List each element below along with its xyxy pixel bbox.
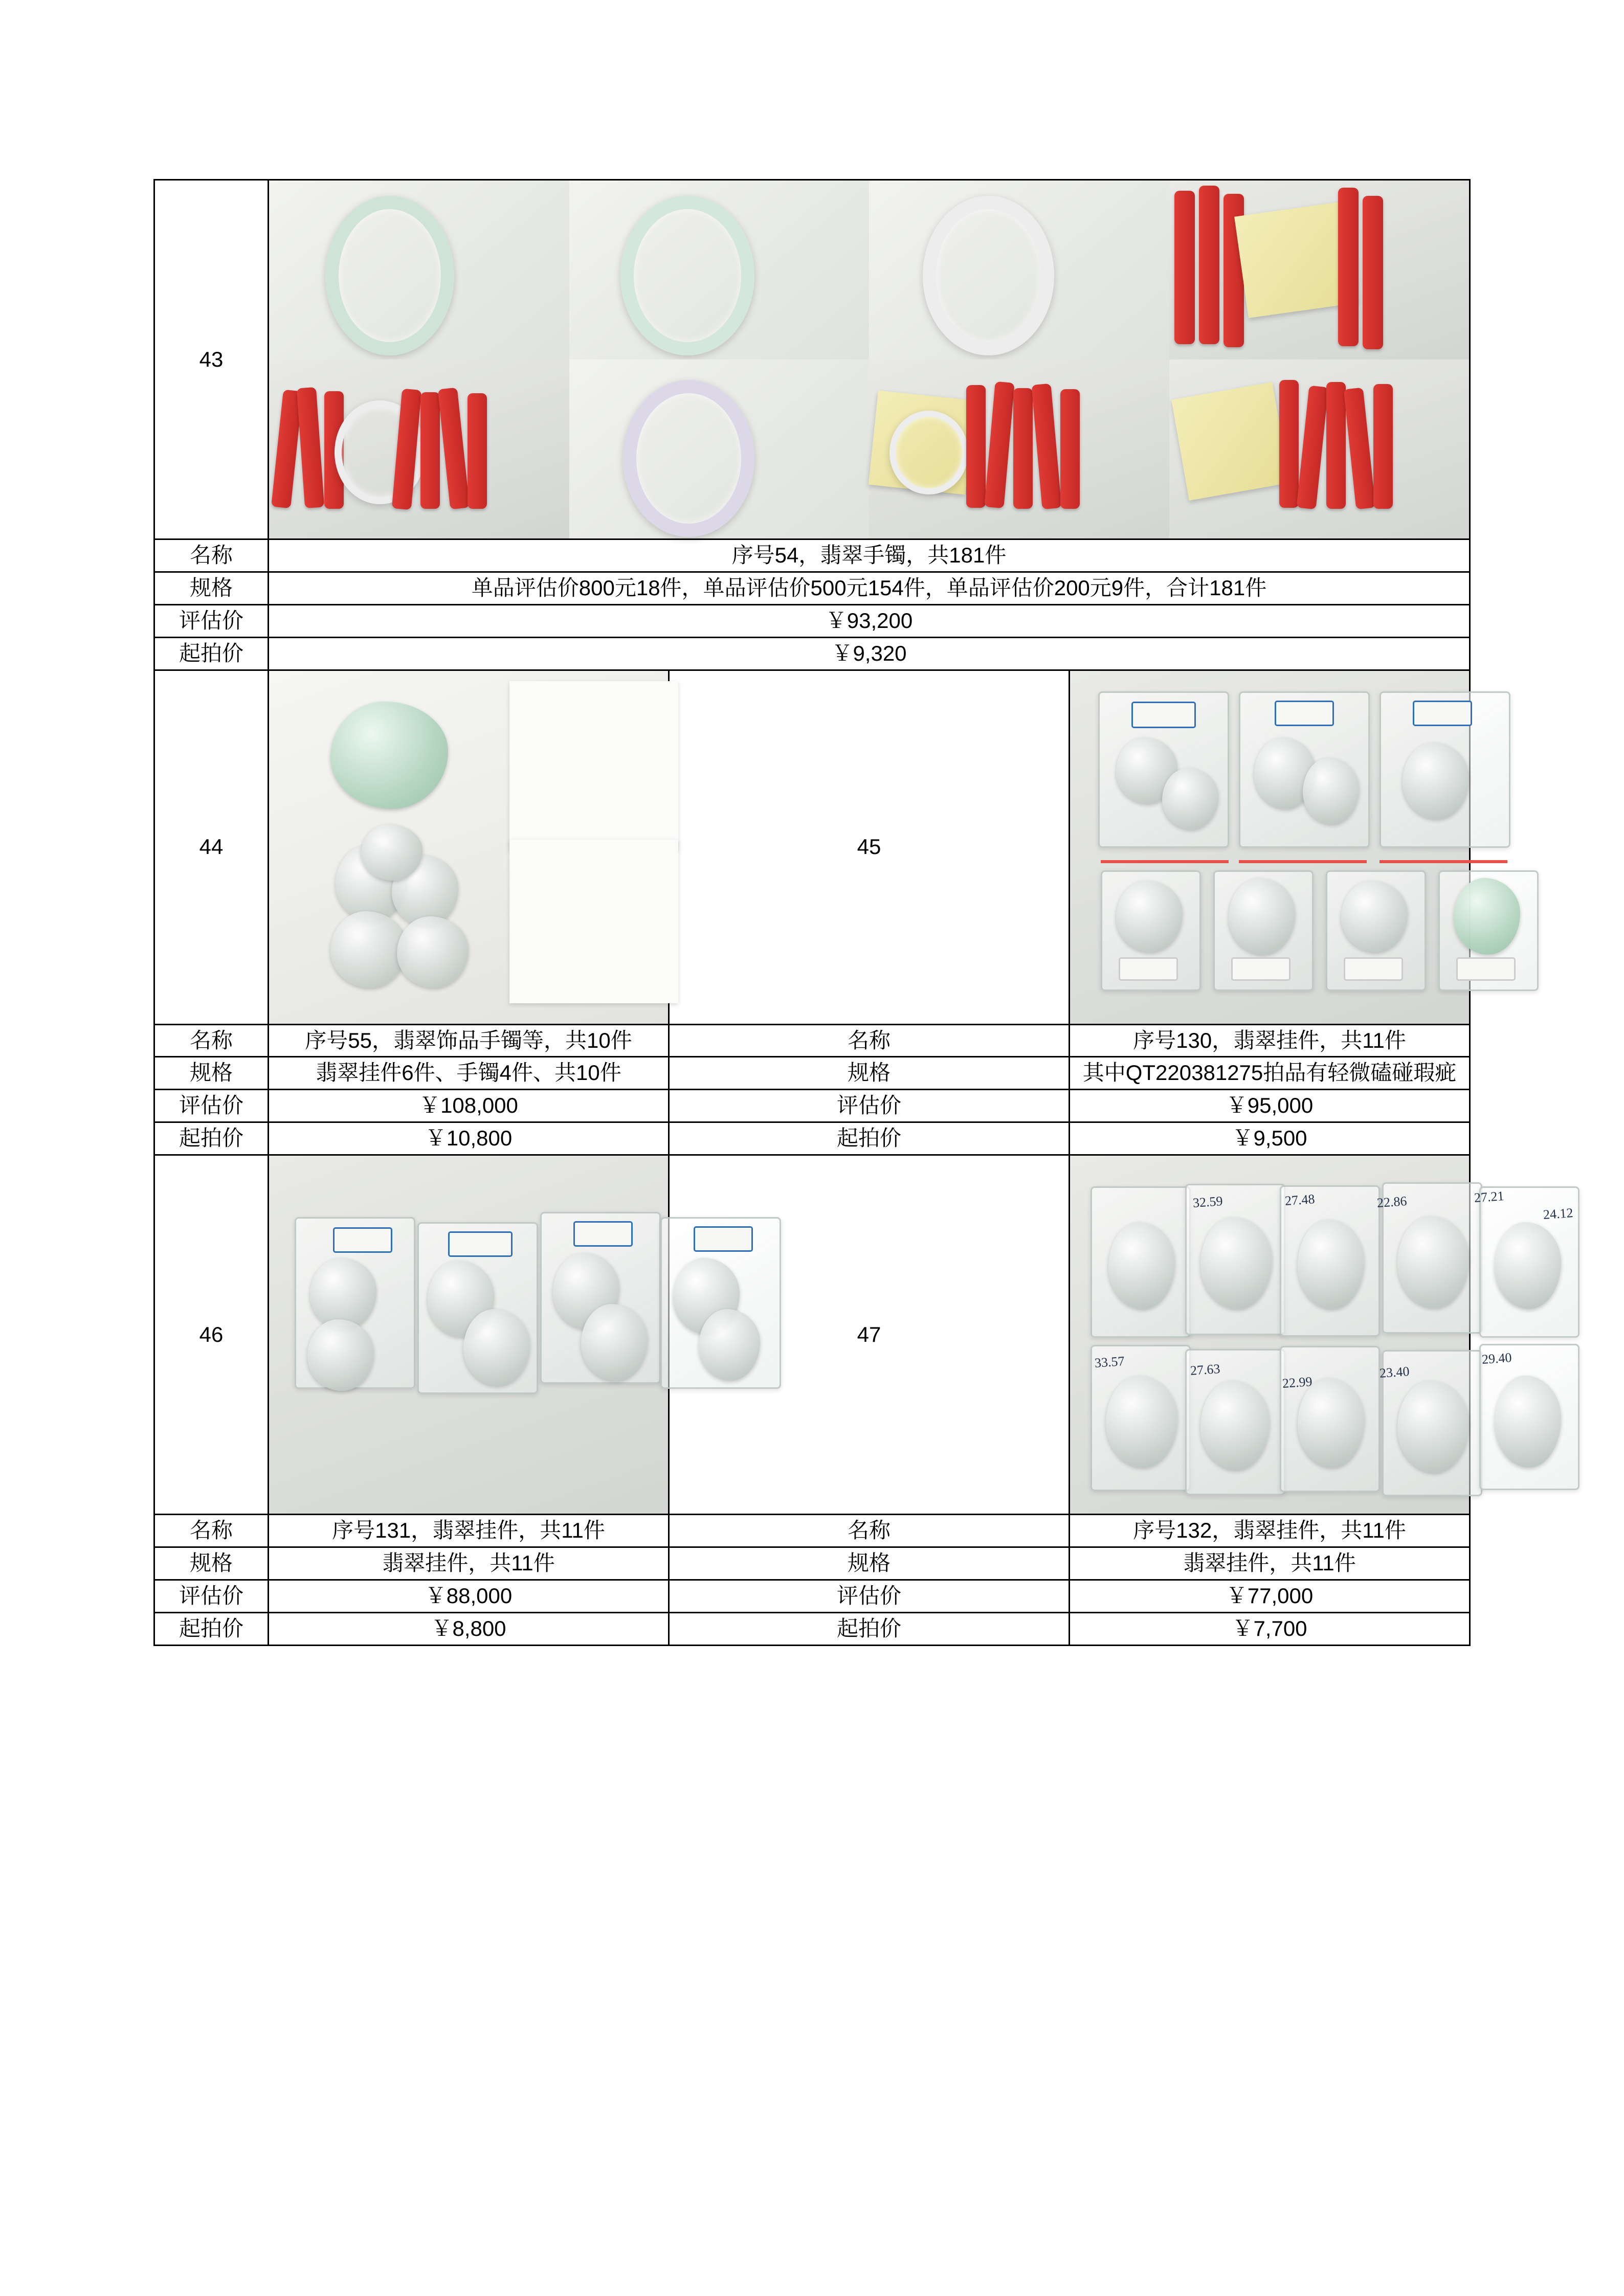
table-row [154, 1057, 1470, 1090]
weight-annotation: 33.57 [1094, 1354, 1125, 1371]
row-label-spec-46: 规格 [154, 1547, 269, 1580]
photo-bangle-1 [269, 181, 569, 359]
lot-name-45: 序号130，翡翠挂件，共11件 [1070, 1024, 1470, 1057]
table-row [154, 1612, 1470, 1645]
photo-bangle-3 [869, 181, 1169, 359]
photo-red-bundle-3 [869, 359, 1169, 538]
table-row [154, 572, 1470, 604]
row-label-name-47: 名称 [669, 1515, 1070, 1547]
lot-appraisal-45: ￥95,000 [1070, 1090, 1470, 1122]
row-label-name-43: 名称 [154, 539, 269, 572]
row-label-spec-47: 规格 [669, 1547, 1070, 1580]
lot-index-47: 47 [669, 1155, 1070, 1515]
lot-photo-43 [269, 180, 1470, 539]
lot-spec-45: 其中QT220381275拍品有轻微磕碰瑕疵 [1070, 1057, 1470, 1090]
row-label-start-43: 起拍价 [154, 637, 269, 670]
row-label-start-46: 起拍价 [154, 1612, 269, 1645]
lot-photo-47 [1070, 1155, 1574, 1515]
row-label-name-46: 名称 [154, 1515, 269, 1547]
row-label-appraisal-44: 评估价 [154, 1090, 269, 1122]
row-label-appraisal-46: 评估价 [154, 1580, 269, 1612]
lot-spec-43: 单品评估价800元18件，单品评估价500元154件，单品评估价200元9件，合计181件 [269, 572, 1470, 604]
photo-red-bundle-2 [269, 359, 569, 538]
photo-jade-bags-46 [269, 1156, 668, 1514]
lot-start-44: ￥10,800 [269, 1122, 669, 1155]
lot-appraisal-43: ￥93,200 [269, 604, 1470, 637]
lot-index-45: 45 [669, 670, 1070, 1024]
photo-bangle-4 [569, 359, 870, 538]
lot-photo-46 [269, 1155, 669, 1515]
weight-annotation: 24.12 [1543, 1205, 1574, 1223]
lot-start-45: ￥9,500 [1070, 1122, 1470, 1155]
table-row [154, 1580, 1470, 1612]
weight-annotation: 23.40 [1379, 1364, 1410, 1381]
table-row [154, 1547, 1470, 1580]
row-label-appraisal-47: 评估价 [669, 1580, 1070, 1612]
table-row [154, 637, 1470, 670]
lot-spec-46: 翡翠挂件，共11件 [269, 1547, 669, 1580]
lot-appraisal-44: ￥108,000 [269, 1090, 669, 1122]
table-row [154, 1515, 1470, 1547]
lot-index-43: 43 [154, 180, 269, 539]
lot-appraisal-46: ￥88,000 [269, 1580, 669, 1612]
row-label-spec-44: 规格 [154, 1057, 269, 1090]
row-label-start-44: 起拍价 [154, 1122, 269, 1155]
photo-red-bundle-1 [1169, 181, 1470, 359]
lot-table [153, 179, 1574, 1646]
table-row [154, 604, 1470, 637]
lot-spec-47: 翡翠挂件，共11件 [1070, 1547, 1470, 1580]
row-label-appraisal-45: 评估价 [669, 1090, 1070, 1122]
table-row [154, 180, 1470, 539]
table-row [154, 1122, 1470, 1155]
row-label-appraisal-43: 评估价 [154, 604, 269, 637]
photo-red-bundle-4 [1169, 359, 1470, 538]
table-row [154, 1090, 1470, 1122]
row-label-name-44: 名称 [154, 1024, 269, 1057]
table-row [154, 1155, 1470, 1515]
photo-bangle-2 [569, 181, 870, 359]
weight-annotation: 27.48 [1284, 1191, 1316, 1209]
lot-index-44: 44 [154, 670, 269, 1024]
lot-name-47: 序号132，翡翠挂件，共11件 [1070, 1515, 1470, 1547]
weight-annotation: 27.63 [1190, 1361, 1221, 1379]
row-label-name-45: 名称 [669, 1024, 1070, 1057]
lot-name-43: 序号54，翡翠手镯，共181件 [269, 539, 1470, 572]
lot-index-46: 46 [154, 1155, 269, 1515]
lot-start-43: ￥9,320 [269, 637, 1470, 670]
lot-start-47: ￥7,700 [1070, 1612, 1470, 1645]
weight-annotation: 29.40 [1481, 1350, 1512, 1367]
weight-annotation: 22.99 [1282, 1374, 1313, 1391]
photo-jade-bags-47 [1070, 1156, 1574, 1514]
row-label-spec-43: 规格 [154, 572, 269, 604]
lot-start-46: ￥8,800 [269, 1612, 669, 1645]
lot-photo-44 [269, 670, 669, 1024]
photo-jade-bags-45 [1070, 671, 1469, 1024]
row-label-start-47: 起拍价 [669, 1612, 1070, 1645]
row-label-start-45: 起拍价 [669, 1122, 1070, 1155]
lot-spec-44: 翡翠挂件6件、手镯4件、共10件 [269, 1057, 669, 1090]
lot-name-46: 序号131，翡翠挂件，共11件 [269, 1515, 669, 1547]
weight-annotation: 27.21 [1474, 1188, 1505, 1206]
lot-name-44: 序号55，翡翠饰品手镯等，共10件 [269, 1024, 669, 1057]
table-row [154, 670, 1470, 1024]
lot-photo-45 [1070, 670, 1470, 1024]
table-row [154, 1024, 1470, 1057]
weight-annotation: 22.86 [1376, 1194, 1408, 1211]
weight-annotation: 32.59 [1192, 1194, 1223, 1211]
table-row [154, 539, 1470, 572]
photo-jade-set-44 [269, 671, 668, 1024]
row-label-spec-45: 规格 [669, 1057, 1070, 1090]
lot-appraisal-47: ￥77,000 [1070, 1580, 1470, 1612]
